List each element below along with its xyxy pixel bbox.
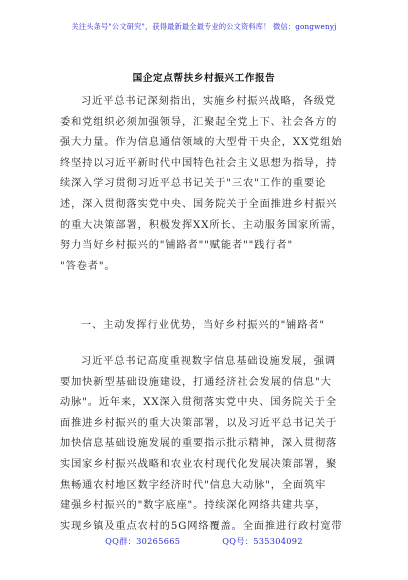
paragraph-line: 终坚持以习近平新时代中国特色社会主义思想为指导，持	[60, 157, 338, 169]
paragraph-line: 习近平总书记高度重视数字信息基础设施发展，强调	[81, 356, 337, 367]
footer-contact	[0, 536, 408, 547]
paragraph-line: 要加快新型基础设施建设，打通经济社会发展的信息"大	[60, 376, 332, 388]
paragraph-line: 习近平总书记深刻指出，实施乡村振兴战略，各级党	[81, 96, 337, 107]
paragraph-line: 动脉"。近年来，XX深入贯彻落实党中央、国务院关于全	[60, 397, 337, 409]
section-heading-text: 一、主动发挥行业优势，当好乡村振兴的"铺路者"	[81, 320, 326, 331]
header-banner: 关注头条号"公文研究"，获得最新最全最专业的公文资料库！ 微信：gongwenyj	[71, 22, 337, 31]
footer-qq-number: QQ号：535304092	[222, 536, 303, 546]
paragraph-line: "答卷者"。	[60, 260, 116, 272]
paragraph-1	[60, 92, 352, 277]
section-heading-1	[60, 316, 352, 337]
paragraph-line: 加快信息基础设施发展的重要指示批示精神，深入贯彻落	[60, 438, 338, 450]
paragraph-line: 面推进乡村振兴的重大决策部署，以及习近平总书记关于	[60, 417, 338, 429]
paragraph-line: 努力当好乡村振兴的"铺路者""赋能者""践行者"	[60, 240, 294, 252]
paragraph-line: 续深入学习贯彻习近平总书记关于"三农"工作的重要论	[60, 178, 327, 190]
paragraph-line: 焦畅通农村地区数字经济时代"信息大动脉"，全面筑牢	[60, 479, 327, 491]
paragraph-2	[60, 352, 352, 537]
paragraph-line: 强大力量。作为信息通信领域的大型骨干央企，XX党组始	[60, 137, 343, 149]
paragraph-line: 述，深入贯彻落实党中央、国务院关于全面推进乡村振兴	[60, 198, 338, 210]
paragraph-line: 的重大决策部署，积极发挥XX所长、主动服务国家所需，	[60, 219, 343, 231]
footer-qq-group: QQ群：30265665	[105, 536, 181, 546]
paragraph-line: 委和党组织必须加强领导，汇聚起全党上下、社会各方的	[60, 116, 338, 128]
document-title: 国企定点帮扶乡村振兴工作报告	[132, 73, 276, 84]
paragraph-line: 建强乡村振兴的"数字底座"。持续深化网络共建共享，	[60, 500, 327, 512]
paragraph-line: 实国家乡村振兴战略和农业农村现代化发展决策部署，聚	[60, 458, 338, 470]
paragraph-line: 实现乡镇及重点农村的5G网络覆盖。全面推进行政村宽带	[60, 520, 343, 532]
